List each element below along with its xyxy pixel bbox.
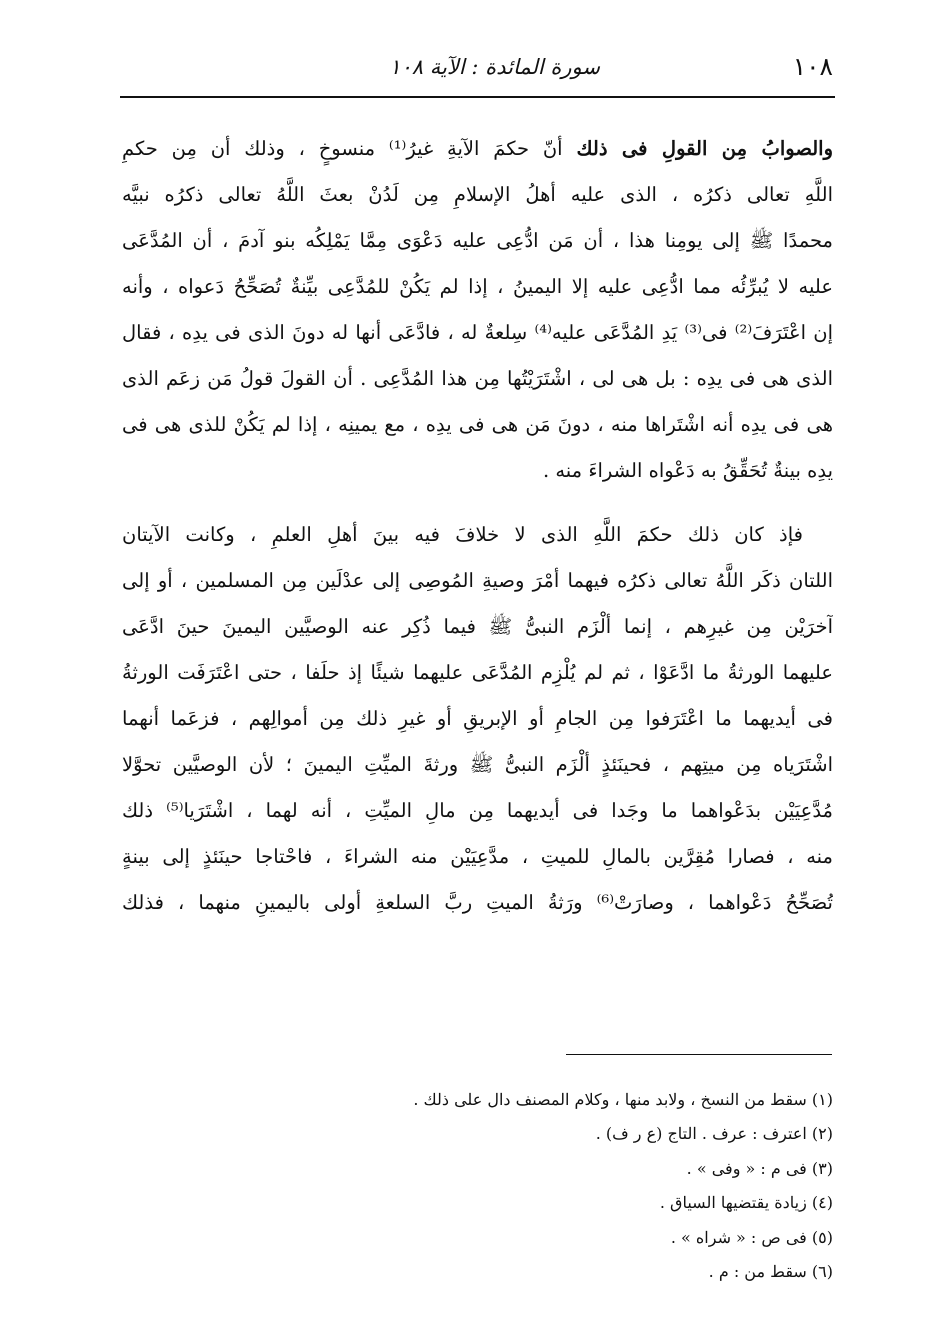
lead-phrase: والصوابُ مِن القولِ فى ذلك [576, 137, 833, 160]
text-line: إن اعْتَرَفَ⁽²⁾ فى⁽³⁾ يَدِ المُدَّعَى عليه⁽⁴⁾ سِلعةٌ له ، فادَّعَى أنها له دونَ الذى فى يدِه ، فقال [122, 321, 833, 344]
text-line: الذى هى فى يدِه : بل هى لى ، اشْتَرَيْتُها مِن هذا المُدَّعِى . أن القولَ قولُ مَن زعَم الذى [122, 367, 833, 390]
footnote: (٤) زيادة يقتضيها السياق . [659, 1193, 833, 1213]
text-line: اللَّهِ تعالى ذكرُه ، الذى عليه أهلُ الإسلامِ مِن لَدُنْ بعثَ اللَّهُ تعالى ذكرُه نبيَّه [122, 183, 833, 206]
text-line: فإذ كان ذلك حكمَ اللَّهِ الذى لا خلافَ فيه بينَ أهلِ العلمِ ، وكانت الآيتان [122, 523, 803, 546]
text-line: فى أيديهما ما اعْتَرَفوا مِن الجامِ أو الإبريقِ أو غيرِ ذلك مِن أموالِهم ، فزعَما أنهما [122, 707, 833, 730]
page-header [120, 50, 835, 90]
text-line: يدِه بينةٌ تُحَقِّقُ به دَعْواه الشراءَ منه . [542, 459, 833, 482]
text-line: مُدَّعِيَيْن بدَعْواهما ما وجَدا فى أيديهما مِن مالِ الميِّتِ ، أنه لهما ، اشْتَرَيا⁽⁵⁾ ذلك [122, 799, 833, 822]
paragraph-gap [122, 494, 833, 512]
page-number: ١٠٨ [792, 52, 833, 81]
text-line: آخرَيْن مِن غيرِهم ، إنما ألْزَم النبىُّ ﷺ فيما ذُكِر عنه الوصيَّين اليمينَ حينَ ادَّعَى [122, 615, 833, 638]
text-line: محمدًا ﷺ إلى يومِنا هذا ، أن مَن ادُّعِى عليه دَعْوَى مِمَّا يَمْلِكُه بنو آدمَ ، أن المُدَّعَى [122, 229, 833, 252]
footnote-rule [566, 1054, 832, 1055]
main-text [122, 126, 833, 926]
text-line: عليه لا يُبرِّئُه مما ادُّعِى عليه إلا اليمينُ ، إذا لم يَكُنْ للمُدَّعِى بيِّنةٌ تُصَحِّحُ دَعواه ، وأنه [122, 275, 833, 298]
header-rule [120, 96, 835, 98]
footnote: (٥) فى ص : « شراه » . [670, 1227, 833, 1247]
footnotes [300, 1083, 833, 1289]
text-line: هى فى يدِه أنه اشْتَراها منه ، دونَ مَن هى فى يدِه ، مع يمينِه ، إذا لم يَكُنْ للذى هى فى [122, 413, 833, 436]
text-line: عليهما الورثةُ ما ادَّعَوْا ، ثم لم يُلْزِم المُدَّعَى عليهما شيئًا إذ حلَفا ، حتى اعْتَرَفَت الورثةُ [122, 661, 833, 684]
running-title: سورة المائدة : الآية ١٠٨ [389, 55, 600, 79]
footnote: (٣) فى م : « وفى » . [686, 1158, 833, 1178]
footnote: (٦) سقط من : م . [708, 1261, 833, 1281]
text-line: اللتان ذكَر اللَّهُ تعالى ذكرُه فيهما أمْرَ وصيةِ المُوصِى إلى عدْلَين مِن المسلمين ، أو إلى [122, 569, 833, 592]
text-segment: أنّ حكمَ الآيةِ غيرُ⁽¹⁾ منسوخٍ ، وذلك أن مِن حكمِ [122, 137, 563, 160]
footnote: (٢) اعترف : عرف . التاج (ع ر ف) . [595, 1124, 833, 1144]
text-line [122, 126, 833, 172]
text-line: منه ، فصارا مُقِرَّين بالمالِ للميتِ ، مدَّعِيَيْن منه الشراءَ ، فاحْتاجا حينَئذٍ إلى بينةٍ [122, 845, 833, 868]
text-line: تُصَحِّحُ دَعْواهما ، وصارَتْ⁽⁶⁾ ورَثةُ الميتِ ربَّ السلعةِ أولى باليمينِ منهما ، فذلك [122, 891, 833, 914]
footnote: (١) سقط من النسخ ، ولابد منها ، وكلام المصنف دال على ذلك . [413, 1090, 833, 1109]
text-line: اشْتَرَياه مِن ميتِهم ، فحينَئذٍ ألْزَم النبىُّ ﷺ ورثةَ الميِّتِ اليمينَ ؛ لأن الوصيَّين تحوَّلا [122, 753, 833, 776]
